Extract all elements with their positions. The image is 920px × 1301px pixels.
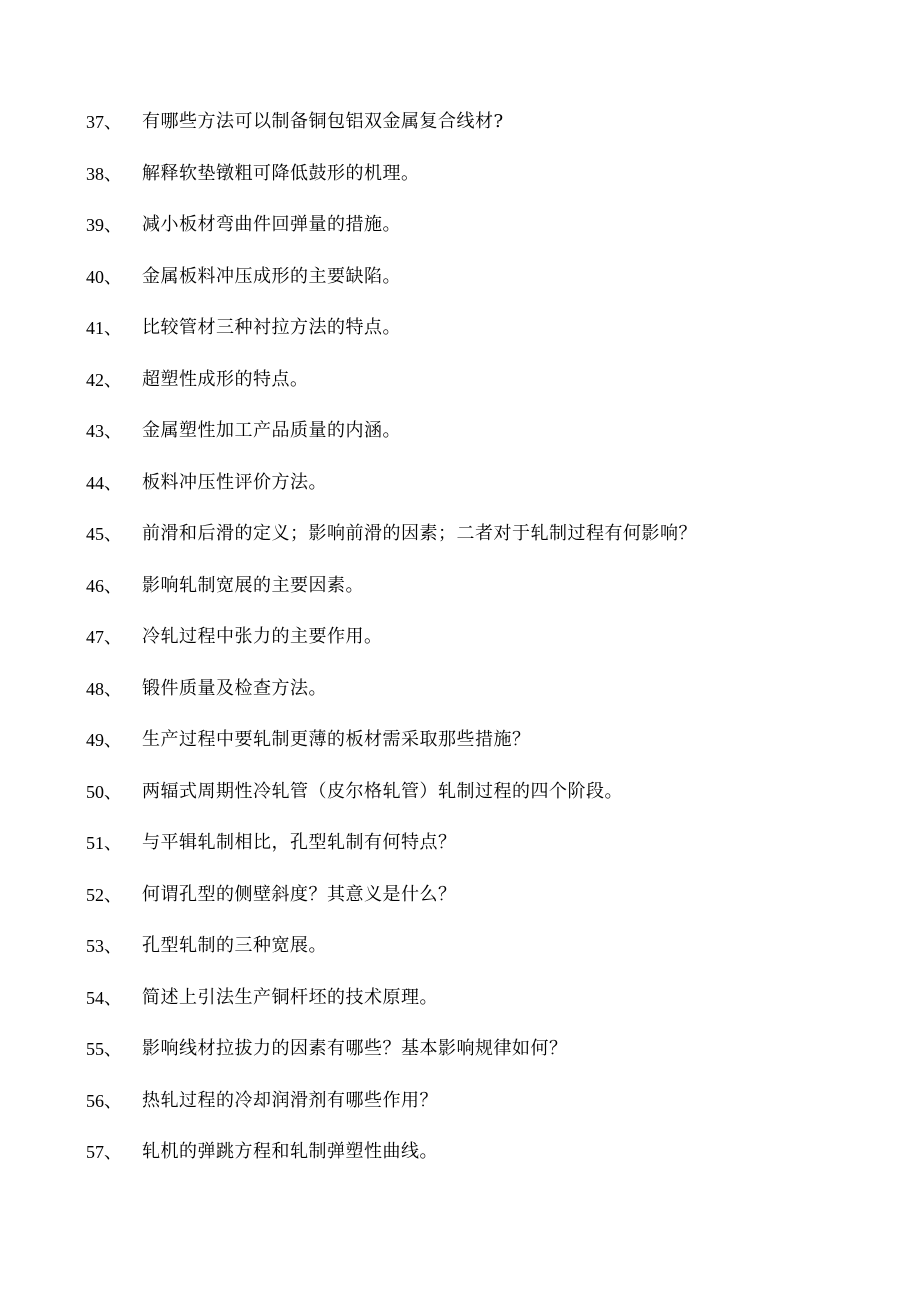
question-number: 49、 (86, 730, 122, 750)
question-text: 影响轧制宽展的主要因素。 (142, 574, 364, 596)
question-text: 解释软垫镦粗可降低鼓形的机理。 (142, 162, 420, 184)
list-item (86, 778, 896, 830)
list-item (86, 726, 896, 778)
question-number: 50、 (86, 781, 122, 802)
list-item (86, 211, 896, 263)
list-item (86, 881, 896, 933)
question-number: 56、 (86, 1090, 122, 1111)
question-text: 孔型轧制的三种宽展。 (142, 935, 327, 956)
question-text: 减小板材弯曲件回弹量的措施。 (142, 214, 401, 235)
question-text: 金属板料冲压成形的主要缺陷。 (142, 265, 401, 287)
question-number: 37、 (86, 112, 122, 132)
list-item (86, 675, 896, 727)
question-number: 53、 (86, 936, 122, 956)
question-text: 金属塑性加工产品质量的内涵。 (142, 420, 401, 441)
list-item (86, 984, 896, 1036)
question-number: 43、 (86, 421, 122, 441)
question-number: 51、 (86, 833, 122, 853)
question-text: 两辐式周期性冷轧管（皮尔格轧管）轧制过程的四个阶段。 (142, 780, 623, 802)
question-text: 与平辑轧制相比，孔型轧制有何特点？ (142, 832, 457, 853)
question-number: 41、 (86, 318, 122, 338)
question-list (86, 108, 896, 1190)
question-text: 生产过程中要轧制更薄的板材需采取那些措施？ (142, 729, 531, 750)
list-item (86, 1087, 896, 1139)
list-item (86, 932, 896, 984)
question-text: 轧机的弹跳方程和轧制弹塑性曲线。 (142, 1141, 438, 1162)
question-number: 39、 (86, 215, 122, 235)
list-item (86, 469, 896, 521)
question-number: 57、 (86, 1142, 122, 1162)
question-number: 52、 (86, 884, 122, 905)
question-text: 何谓孔型的侧壁斜度？其意义是什么？ (142, 883, 457, 905)
list-item (86, 417, 896, 469)
question-number: 44、 (86, 472, 122, 493)
question-text: 超塑性成形的特点。 (142, 368, 309, 390)
question-text: 影响线材拉拔力的因素有哪些？基本影响规律如何？ (142, 1038, 568, 1059)
question-text: 冷轧过程中张力的主要作用。 (142, 626, 383, 647)
list-item (86, 520, 896, 572)
question-number: 38、 (86, 163, 122, 184)
question-number: 46、 (86, 575, 122, 596)
question-number: 54、 (86, 987, 122, 1008)
question-number: 47、 (86, 627, 122, 647)
list-item (86, 160, 896, 212)
question-text: 板料冲压性评价方法。 (142, 471, 327, 493)
question-number: 45、 (86, 524, 122, 544)
list-item (86, 108, 896, 160)
question-text: 有哪些方法可以制备铜包铝双金属复合线材? (142, 111, 504, 132)
question-text: 简述上引法生产铜杆坯的技术原理。 (142, 986, 438, 1008)
list-item (86, 314, 896, 366)
question-number: 55、 (86, 1039, 122, 1059)
list-item (86, 1035, 896, 1087)
question-text: 热轧过程的冷却润滑剂有哪些作用？ (142, 1089, 438, 1111)
question-number: 42、 (86, 369, 122, 390)
list-item (86, 263, 896, 315)
question-text: 比较管材三种衬拉方法的特点。 (142, 317, 401, 338)
list-item (86, 623, 896, 675)
list-item (86, 829, 896, 881)
list-item (86, 366, 896, 418)
question-text: 前滑和后滑的定义；影响前滑的因素；二者对于轧制过程有何影响？ (142, 523, 697, 544)
question-text: 锻件质量及检查方法。 (142, 677, 327, 699)
list-item (86, 1138, 896, 1190)
question-number: 40、 (86, 266, 122, 287)
question-number: 48、 (86, 678, 122, 699)
list-item (86, 572, 896, 624)
